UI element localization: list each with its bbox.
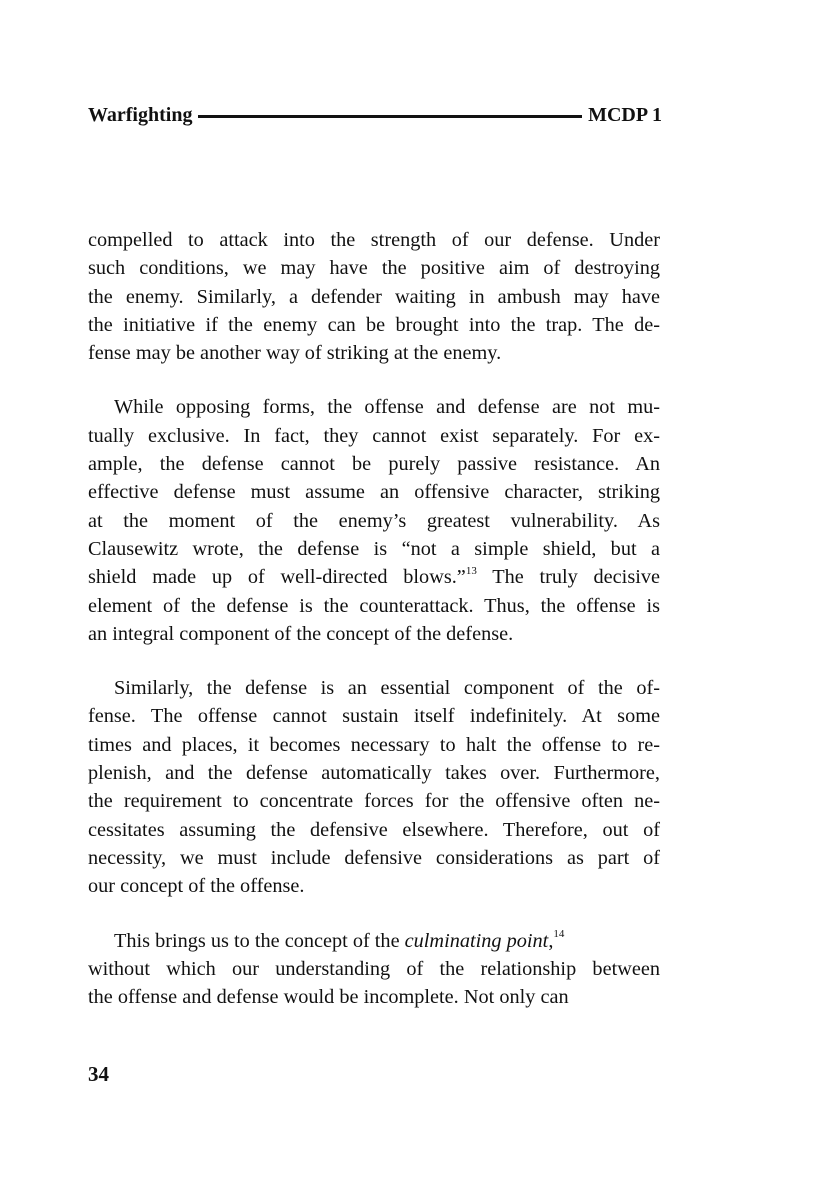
text-line: compelled to attack into the strength of our defense. Under bbox=[88, 229, 660, 251]
text-line: the enemy. Similarly, a defender waiting in ambush may have bbox=[88, 285, 660, 308]
text-line: While opposing forms, the offense and defense are not mu- bbox=[114, 396, 660, 419]
text-line: our concept of the offense. bbox=[88, 875, 305, 898]
text-line: tually exclusive. In fact, they cannot exist separately. For ex- bbox=[88, 424, 660, 447]
line-text: This brings us to the concept of the bbox=[114, 929, 405, 952]
header-title-right: MCDP 1 bbox=[588, 103, 662, 126]
text-line: times and places, it becomes necessary to halt the offense to re- bbox=[88, 733, 660, 756]
text-line: an integral component of the concept of the defense. bbox=[88, 622, 514, 645]
text-line: Clausewitz wrote, the defense is “not a simple shield, but a bbox=[88, 537, 660, 560]
term-culminating-point: culminating point bbox=[404, 929, 549, 952]
text-line: effective defense must assume an offensive character, striking bbox=[88, 481, 660, 504]
running-header bbox=[88, 100, 662, 130]
paragraph-3 bbox=[88, 674, 660, 900]
text-line: at the moment of the enemy’s greatest vulnerability. As bbox=[88, 509, 660, 532]
text-line: such conditions, we may have the positive aim of destroying bbox=[88, 257, 660, 280]
line-text: , bbox=[548, 929, 554, 952]
header-title-left: Warfighting bbox=[88, 103, 193, 126]
footnote-marker-13: 13 bbox=[465, 564, 477, 577]
paragraph-2 bbox=[88, 393, 660, 648]
text-line: ample, the defense cannot be purely passive resistance. An bbox=[88, 453, 660, 476]
line-text: The truly decisive bbox=[492, 566, 660, 589]
header-rule bbox=[198, 115, 582, 118]
text-line: fense. The offense cannot sustain itself indefinitely. At some bbox=[88, 705, 660, 728]
text-line: element of the defense is the counterattack. Thus, the offense is bbox=[88, 594, 660, 617]
footnote-marker-14: 14 bbox=[553, 927, 565, 940]
text-line: plenish, and the defense automatically takes over. Furthermore, bbox=[88, 762, 660, 785]
body-text bbox=[88, 226, 660, 1037]
paragraph-1 bbox=[88, 226, 660, 367]
text-line: the requirement to concentrate forces for the offensive often ne- bbox=[88, 790, 660, 813]
line-text: shield made up of well-directed blows.” bbox=[88, 566, 466, 589]
text-line: the initiative if the enemy can be brought into the trap. The de- bbox=[88, 313, 660, 336]
text-line: fense may be another way of striking at the enemy. bbox=[88, 342, 502, 365]
paragraph-4 bbox=[88, 927, 660, 1012]
page-number: 34 bbox=[88, 1062, 109, 1086]
text-line bbox=[88, 563, 660, 591]
text-line: necessity, we must include defensive considerations as part of bbox=[88, 846, 660, 869]
text-line: Similarly, the defense is an essential component of the of- bbox=[114, 677, 660, 700]
text-line: without which our understanding of the relationship between bbox=[88, 957, 660, 980]
text-line bbox=[88, 927, 660, 955]
text-line: cessitates assuming the defensive elsewhere. Therefore, out of bbox=[88, 818, 660, 841]
text-line: the offense and defense would be incomplete. Not only can bbox=[88, 986, 569, 1009]
